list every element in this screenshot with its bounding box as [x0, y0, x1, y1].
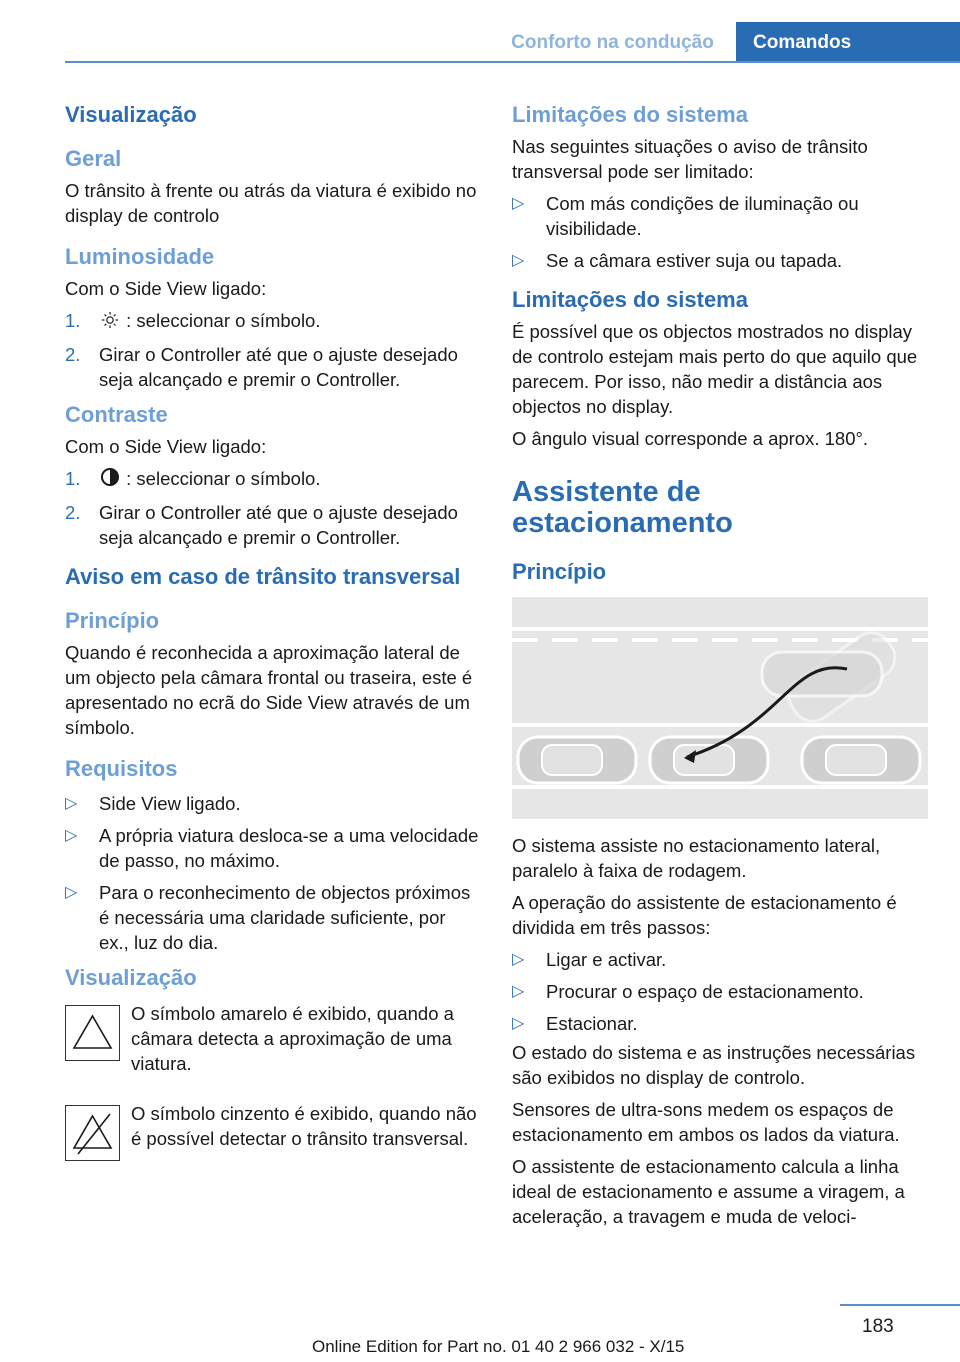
heading-limitacoes-1: Limitações do sistema	[512, 102, 748, 127]
warning-row-grey	[65, 1101, 480, 1201]
heading-principio-assistente: Princípio	[512, 559, 607, 584]
limitacoes-list	[512, 191, 927, 273]
list-item	[65, 342, 480, 392]
step-text: Girar o Controller até que o ajuste desejado seja alcançado e premir o Controller.	[99, 343, 458, 390]
footer-rule	[840, 1304, 960, 1306]
assistente-p4: Sensores de ultra-sons medem os espaços de estacionamento em ambos os lados da viatura.	[512, 1099, 900, 1145]
footer-edition: Online Edition for Part no. 01 40 2 966 032 - X/15	[312, 1337, 685, 1356]
geral-text: O trânsito à frente ou atrás da viatura é exibido no display de controlo	[65, 180, 477, 226]
limitacoes-2-text-1: É possível que os objectos mostrados no display de controlo estejam mais perto do que aquilo que parecem. Por isso, não medir a distância aos objectos no display.	[512, 321, 918, 417]
list-item-text: Side View ligado.	[99, 792, 241, 814]
triangle-right-icon: ▷	[65, 794, 78, 812]
assistente-p3: O estado do sistema e as instruções necessárias são exibidos no display de controlo.	[512, 1042, 916, 1088]
parking-illustration	[512, 597, 928, 819]
heading-contraste: Contraste	[65, 401, 168, 427]
list-item	[65, 308, 480, 335]
header-tab: Comandos	[736, 22, 960, 62]
list-item	[512, 979, 927, 1004]
contrast-icon	[99, 467, 121, 493]
contraste-steps	[65, 466, 480, 550]
heading-aviso: Aviso em caso de trânsito transversal	[65, 563, 461, 589]
list-item-text: Procurar o espaço de estacionamento.	[546, 981, 864, 1002]
list-item	[65, 500, 480, 550]
triangle-right-icon: ▷	[65, 883, 78, 901]
right-column	[512, 100, 927, 1229]
list-item	[512, 248, 927, 273]
warning-row-yellow	[65, 1001, 480, 1101]
list-item-text: A própria viatura desloca-se a uma velocidade de passo, no máximo.	[99, 824, 479, 871]
warning-grey-text: O símbolo cinzento é exibido, quando não é possível detectar o trânsito transversal.	[131, 1102, 477, 1149]
step-text: Girar o Controller até que o ajuste desejado seja alcançado e premir o Controller.	[99, 501, 458, 548]
list-item	[65, 823, 480, 873]
step-number: 2.	[65, 343, 81, 365]
list-item	[512, 947, 927, 972]
heading-visualizacao: Visualização	[65, 102, 197, 127]
heading-limitacoes-2: Limitações do sistema	[512, 287, 748, 312]
heading-principio: Princípio	[65, 607, 160, 633]
luminosidade-intro: Com o Side View ligado:	[65, 278, 267, 299]
header-section-title: Conforto na condução	[511, 32, 714, 53]
luminosidade-steps	[65, 308, 480, 392]
list-item-text: Se a câmara estiver suja ou tapada.	[546, 250, 843, 271]
assistente-steps	[512, 947, 927, 1036]
list-item	[65, 791, 480, 816]
warning-triangle-crossed-icon	[65, 1105, 120, 1161]
list-item-text: Estacionar.	[546, 1013, 638, 1034]
heading-requisitos: Requisitos	[65, 755, 178, 781]
principio-text: Quando é reconhecida a aproximação lateral de um objecto pela câmara frontal ou traseira, este é apresentado no ecrã do Side View através de um símbolo.	[65, 641, 473, 738]
step-number: 2.	[65, 501, 81, 523]
triangle-right-icon: ▷	[512, 951, 525, 968]
triangle-right-icon: ▷	[512, 195, 525, 212]
left-column	[65, 100, 480, 1201]
assistente-p2: A operação do assistente de estacionamento é dividida em três passos:	[512, 892, 897, 938]
list-item	[512, 191, 927, 241]
list-item-text: Para o reconhecimento de objectos próximos é necessária uma claridade suficiente, por ex., luz do dia.	[99, 881, 471, 953]
heading-assistente: Assistente de estacionamento	[512, 476, 733, 539]
triangle-right-icon: ▷	[65, 826, 78, 844]
assistente-p1: O sistema assiste no estacionamento lateral, paralelo à faixa de rodagem.	[512, 835, 881, 881]
heading-geral: Geral	[65, 146, 122, 171]
list-item	[65, 466, 480, 493]
list-item	[65, 880, 480, 955]
step-number: 1.	[65, 467, 81, 489]
triangle-right-icon: ▷	[512, 1015, 525, 1032]
limitacoes-1-text: Nas seguintes situações o aviso de trânsito transversal pode ser limitado:	[512, 136, 868, 182]
triangle-right-icon: ▷	[512, 983, 525, 1000]
header-rule	[65, 61, 960, 63]
contraste-intro: Com o Side View ligado:	[65, 435, 267, 457]
assistente-p5: O assistente de estacionamento calcula a linha ideal de estacionamento e assume a viragem, a aceleração, a travagem e muda de veloci-	[512, 1156, 905, 1227]
requisitos-list	[65, 791, 480, 955]
heading-luminosidade: Luminosidade	[65, 244, 215, 269]
step-text: : seleccionar o símbolo.	[121, 467, 321, 489]
triangle-right-icon: ▷	[512, 252, 525, 269]
step-text: : seleccionar o símbolo.	[121, 310, 321, 331]
warning-triangle-icon	[65, 1005, 120, 1061]
limitacoes-2-text-2: O ângulo visual corresponde a aprox. 180°.	[512, 428, 869, 449]
list-item-text: Ligar e activar.	[546, 949, 667, 970]
list-item	[512, 1011, 927, 1036]
list-item-text: Com más condições de iluminação ou visibilidade.	[546, 193, 859, 239]
page-number: 183	[862, 1316, 894, 1337]
warning-yellow-text: O símbolo amarelo é exibido, quando a câmara detecta a aproximação de uma viatura.	[131, 1002, 454, 1074]
sun-icon	[99, 310, 121, 335]
step-number: 1.	[65, 310, 81, 331]
heading-visualizacao-2: Visualização	[65, 964, 197, 990]
